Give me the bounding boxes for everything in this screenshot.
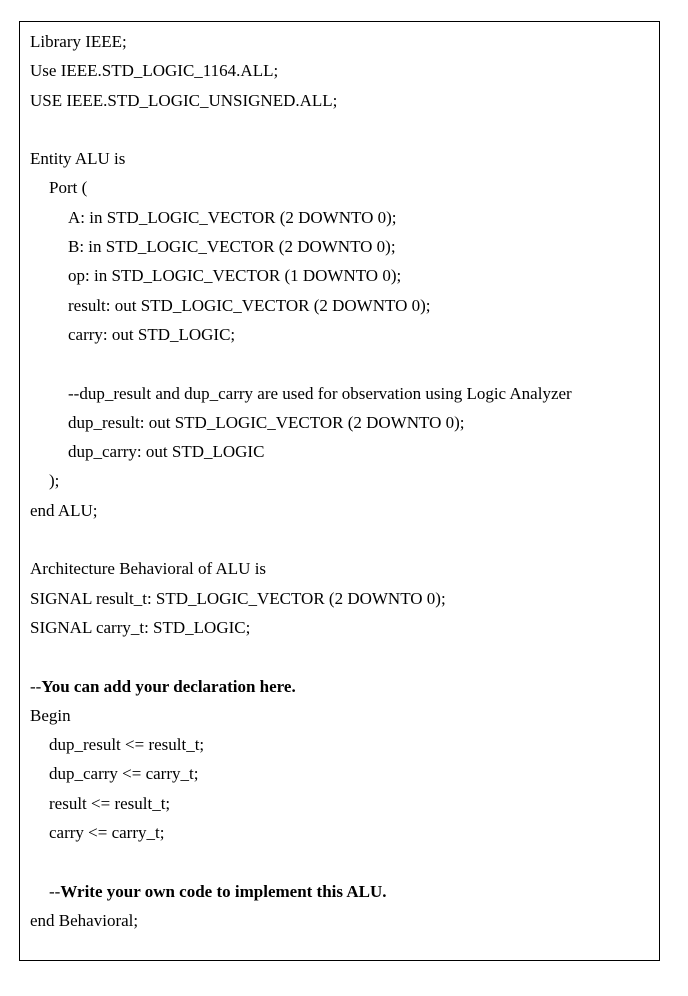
comment-prefix: -- — [30, 676, 42, 696]
vhdl-code-listing — [19, 21, 660, 961]
code-line: dup_result: out STD_LOGIC_VECTOR (2 DOWNTO 0); — [68, 412, 465, 432]
code-line: SIGNAL carry_t: STD_LOGIC; — [30, 617, 251, 637]
code-line: SIGNAL result_t: STD_LOGIC_VECTOR (2 DOWNTO 0); — [30, 588, 446, 608]
code-line: Entity ALU is — [30, 149, 126, 169]
code-line: dup_carry: out STD_LOGIC — [68, 442, 265, 462]
comment-bold-text: You can add your declaration here. — [41, 676, 296, 696]
code-line: B: in STD_LOGIC_VECTOR (2 DOWNTO 0); — [68, 237, 396, 257]
code-line: Use IEEE.STD_LOGIC_1164.ALL; — [30, 61, 279, 81]
code-line: ); — [49, 471, 60, 491]
code-line: dup_result <= result_t; — [49, 735, 205, 755]
code-line: dup_carry <= carry_t; — [49, 764, 199, 784]
code-comment-line: --dup_result and dup_carry are used for observation using Logic Analyzer — [68, 383, 572, 403]
code-line: carry: out STD_LOGIC; — [68, 324, 236, 344]
code-comment-line — [20, 877, 659, 906]
code-line: Begin — [30, 705, 71, 725]
code-line: USE IEEE.STD_LOGIC_UNSIGNED.ALL; — [30, 90, 338, 110]
code-line: end Behavioral; — [30, 910, 139, 930]
code-line-blank — [20, 115, 659, 144]
code-line: op: in STD_LOGIC_VECTOR (1 DOWNTO 0); — [68, 266, 402, 286]
code-line-blank — [20, 525, 659, 554]
code-line: result: out STD_LOGIC_VECTOR (2 DOWNTO 0); — [68, 295, 431, 315]
comment-prefix: -- — [49, 881, 61, 901]
code-line: end ALU; — [30, 500, 98, 520]
code-line-blank — [20, 847, 659, 876]
code-line-blank — [20, 642, 659, 671]
code-line: result <= result_t; — [49, 793, 171, 813]
code-line: Port ( — [49, 178, 88, 198]
code-comment-line — [20, 672, 659, 701]
comment-bold-text: Write your own code to implement this ALU. — [60, 881, 387, 901]
code-line: A: in STD_LOGIC_VECTOR (2 DOWNTO 0); — [68, 207, 397, 227]
code-line: Architecture Behavioral of ALU is — [30, 559, 267, 579]
code-line: Library IEEE; — [30, 32, 127, 51]
code-line-blank — [20, 349, 659, 378]
code-line: carry <= carry_t; — [49, 823, 165, 843]
